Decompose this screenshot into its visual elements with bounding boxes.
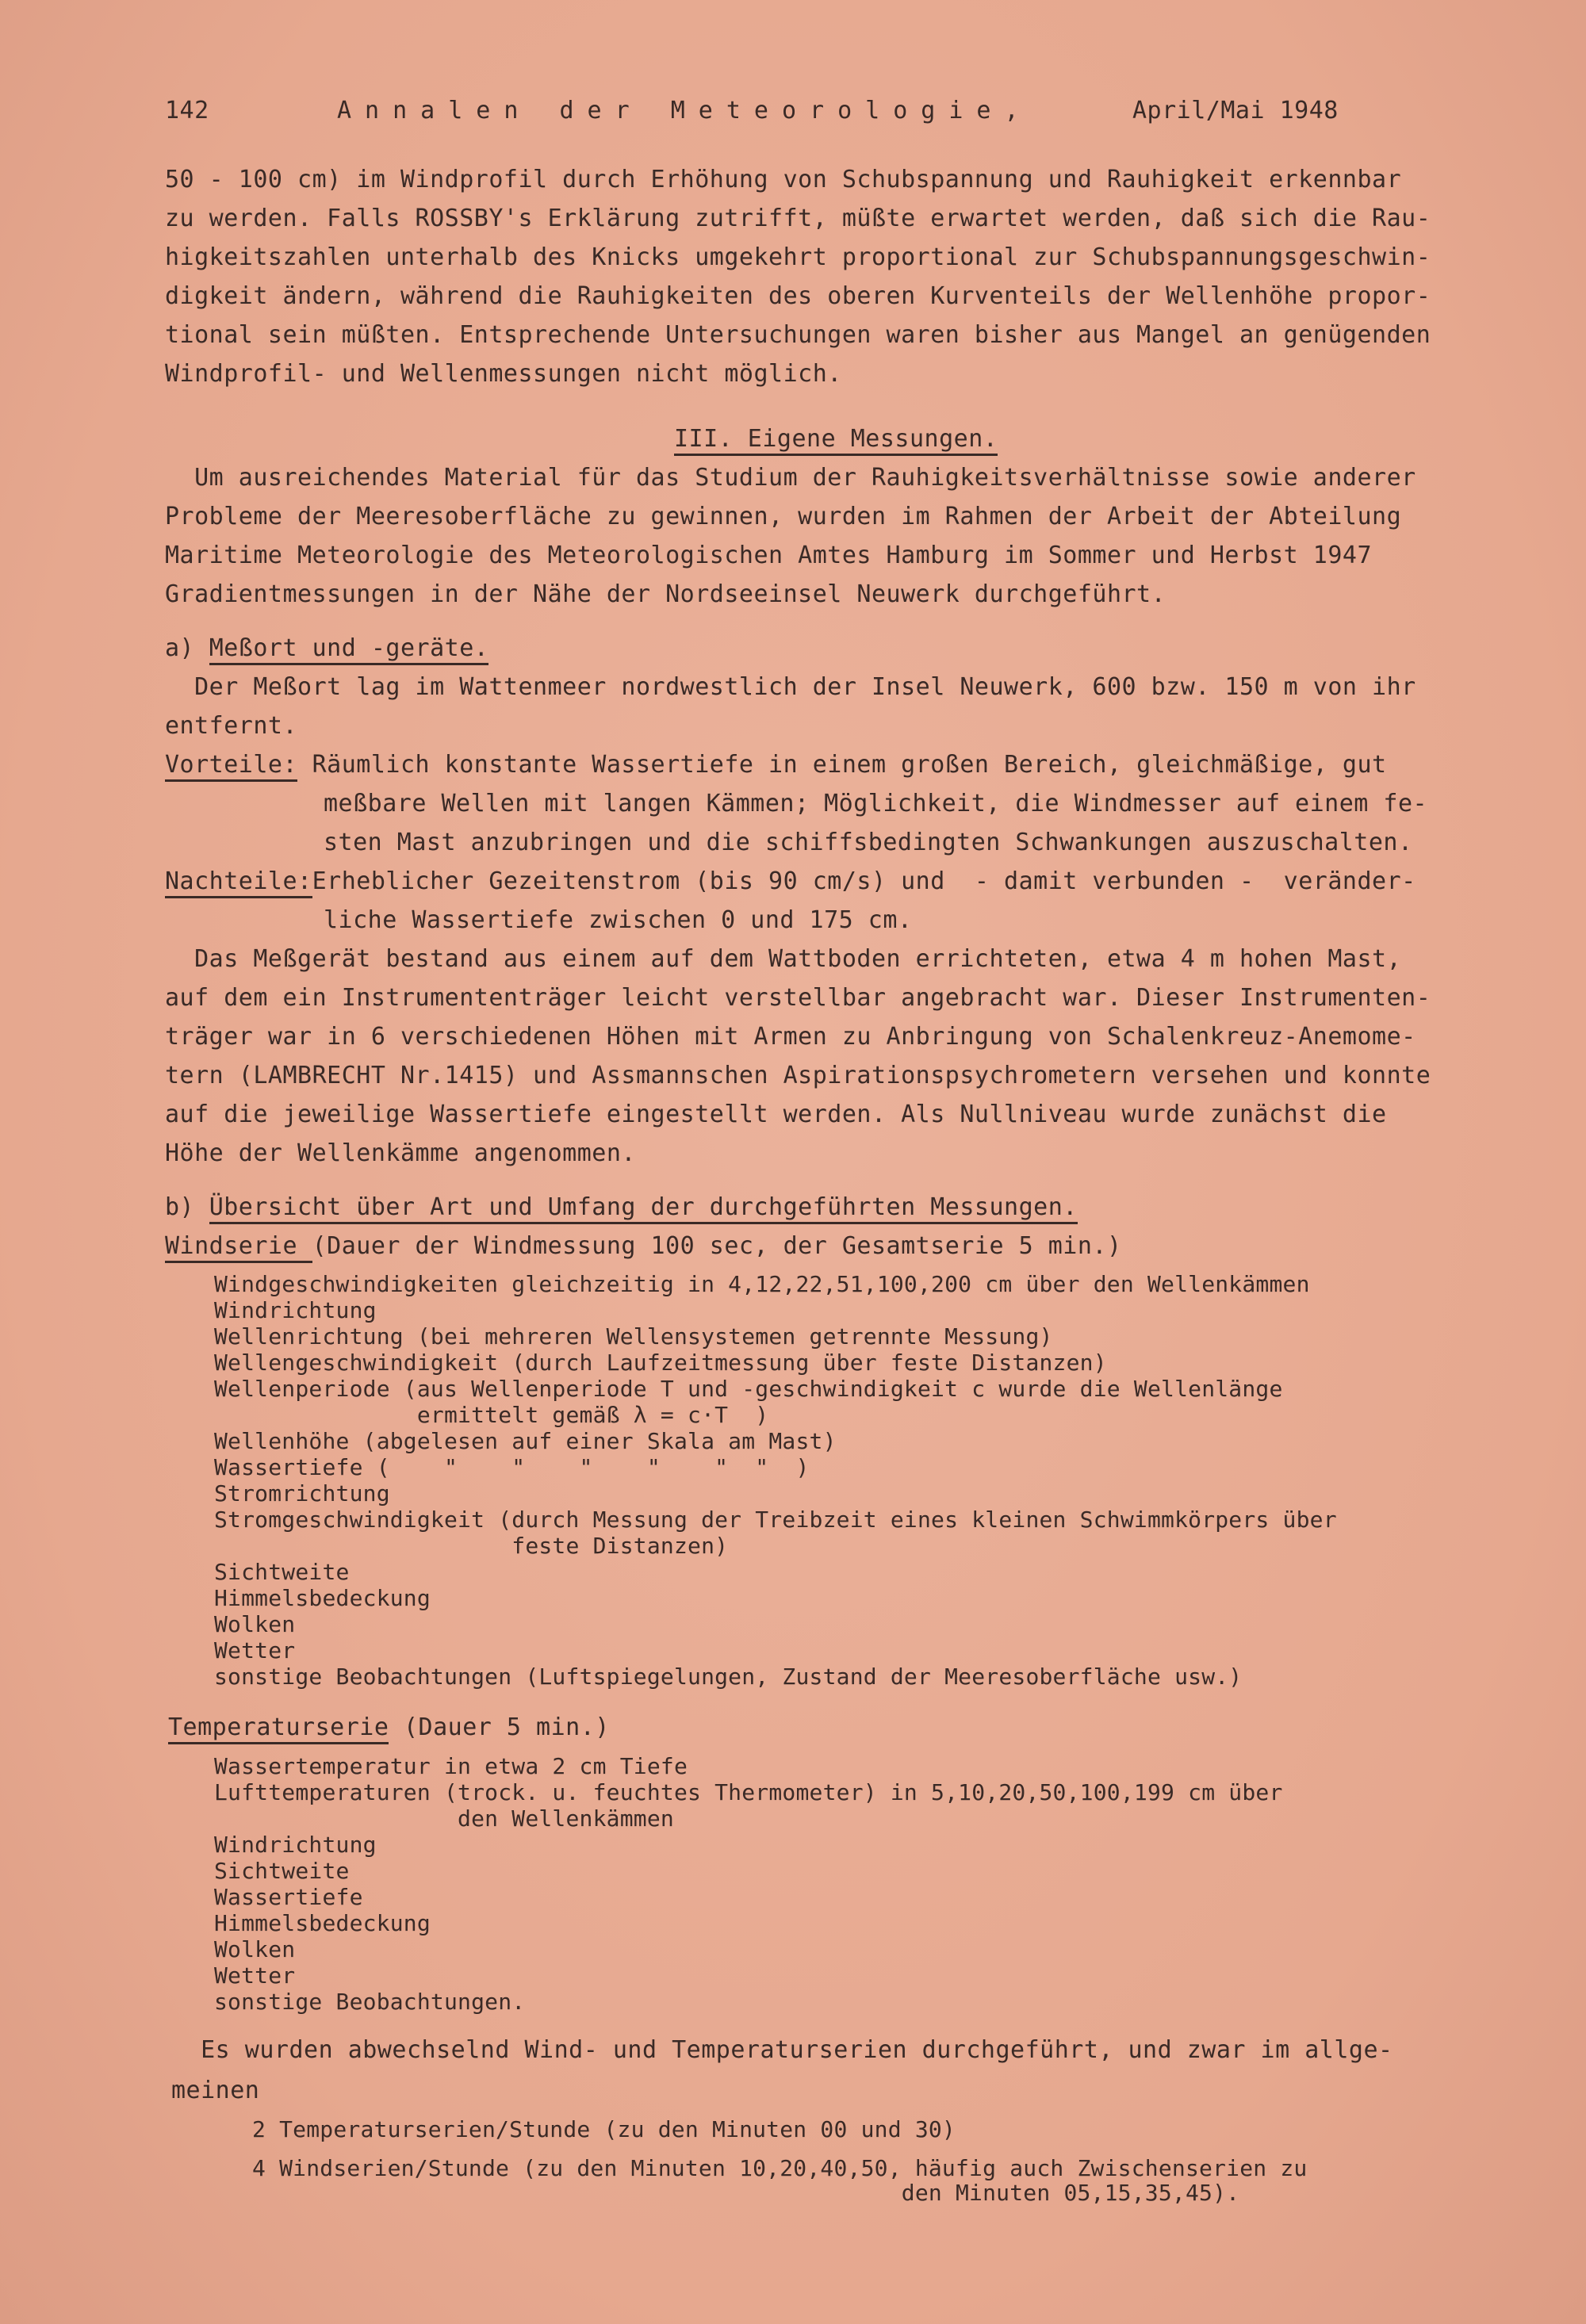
section3-line: Probleme der Meeresoberfläche zu gewinnen, wurden im Rahmen der Arbeit der Abteilung <box>165 503 1402 530</box>
device-line: auf dem ein Instrumententräger leicht verstellbar angebracht war. Dieser Instrumenten- <box>165 984 1431 1012</box>
temp-item: Wolken <box>214 1936 296 1962</box>
section3-line: Um ausreichendes Material für das Studium der Rauhigkeitsverhältnisse sowie anderer <box>165 464 1416 492</box>
schedule-item: 4 Windserien/Stunde (zu den Minuten 10,20,40,50, häufig auch Zwischenserien zu <box>252 2155 1308 2181</box>
wind-item: Wellengeschwindigkeit (durch Laufzeitmessung über feste Distanzen) <box>214 1350 1107 1376</box>
windserie-heading: Windserie (Dauer der Windmessung 100 sec, der Gesamtserie 5 min.) <box>165 1232 1122 1261</box>
intro-line: tional sein müßten. Entsprechende Untersuchungen waren bisher aus Mangel an genügenden <box>165 321 1431 349</box>
closing-line: Es wurden abwechselnd Wind- und Temperaturserien durchgeführt, und zwar im allge- <box>171 2036 1393 2064</box>
temp-item: Wassertiefe <box>214 1884 363 1910</box>
section3-line: Maritime Meteorologie des Meteorologischen Amtes Hamburg im Sommer und Herbst 1947 <box>165 542 1373 569</box>
part-a-line: Der Meßort lag im Wattenmeer nordwestlich der Insel Neuwerk, 600 bzw. 150 m von ihr <box>165 673 1416 701</box>
subsection-b-heading: b) Übersicht über Art und Umfang der durchgeführten Messungen. <box>165 1193 1078 1222</box>
subsection-a-heading: a) Meßort und -geräte. <box>165 634 488 663</box>
page-number: 142 <box>165 97 209 124</box>
device-line: tern (LAMBRECHT Nr.1415) und Assmannschen Aspirationspsychrometern versehen und konnte <box>165 1062 1431 1089</box>
vorteile-line: meßbare Wellen mit langen Kämmen; Möglichkeit, die Windmesser auf einem fe- <box>324 790 1428 817</box>
temp-item: Wetter <box>214 1962 296 1989</box>
vorteile-label: Vorteile: <box>165 751 297 782</box>
schedule-item: 2 Temperaturserien/Stunde (zu den Minuten 00 und 30) <box>252 2116 956 2142</box>
wind-item: ermittelt gemäß λ = c·T ) <box>214 1402 769 1428</box>
wind-item: sonstige Beobachtungen (Luftspiegelungen, Zustand der Meeresoberfläche usw.) <box>214 1664 1243 1690</box>
temp-item: Windrichtung <box>214 1832 377 1858</box>
wind-item: Wellenperiode (aus Wellenperiode T und -geschwindigkeit c wurde die Wellenlänge <box>214 1376 1283 1402</box>
closing-line: meinen <box>171 2077 260 2104</box>
intro-line: Windprofil- und Wellenmessungen nicht möglich. <box>165 360 842 388</box>
wind-item: feste Distanzen) <box>214 1533 729 1559</box>
section-heading: III. Eigene Messungen. <box>674 425 998 454</box>
temp-item: sonstige Beobachtungen. <box>214 1989 526 2015</box>
temp-item: den Wellenkämmen <box>214 1805 674 1832</box>
journal-title: Annalen der Meteorologie, <box>337 97 1032 124</box>
temp-item: Lufttemperaturen (trock. u. feuchtes Thermometer) in 5,10,20,50,100,199 cm über <box>214 1779 1283 1805</box>
schedule-item: den Minuten 05,15,35,45). <box>252 2180 1240 2206</box>
nachteile-entry: Nachteile:Erheblicher Gezeitenstrom (bis 90 cm/s) und - damit verbunden - veränder- <box>165 867 1416 896</box>
wind-item: Windrichtung <box>214 1297 377 1323</box>
wind-item: Sichtweite <box>214 1559 350 1585</box>
wind-item: Windgeschwindigkeiten gleichzeitig in 4,12,22,51,100,200 cm über den Wellenkämmen <box>214 1271 1310 1297</box>
wind-item: Wetter <box>214 1637 296 1664</box>
temperaturserie-heading: Temperaturserie (Dauer 5 min.) <box>168 1713 610 1742</box>
vorteile-entry: Vorteile: Räumlich konstante Wassertiefe in einem großen Bereich, gleichmäßige, gut <box>165 751 1387 779</box>
nachteile-line: liche Wassertiefe zwischen 0 und 175 cm. <box>324 906 913 934</box>
windserie-label: Windserie <box>165 1232 312 1263</box>
wind-item: Stromgeschwindigkeit (durch Messung der Treibzeit eines kleinen Schwimmkörpers über <box>214 1507 1337 1533</box>
wind-item: Stromrichtung <box>214 1480 390 1507</box>
temperaturserie-label: Temperaturserie <box>168 1713 389 1744</box>
temp-item: Himmelsbedeckung <box>214 1910 431 1936</box>
intro-line: higkeitszahlen unterhalb des Knicks umgekehrt proportional zur Schubspannungsgeschwin- <box>165 243 1431 271</box>
wind-item: Himmelsbedeckung <box>214 1585 431 1611</box>
part-a-line: entfernt. <box>165 712 298 740</box>
temp-item: Wassertemperatur in etwa 2 cm Tiefe <box>214 1753 688 1779</box>
device-line: auf die jeweilige Wassertiefe eingestellt werden. Als Nullniveau wurde zunächst die <box>165 1101 1387 1128</box>
intro-line: 50 - 100 cm) im Windprofil durch Erhöhung von Schubspannung und Rauhigkeit erkennbar <box>165 166 1402 193</box>
intro-line: digkeit ändern, während die Rauhigkeiten des oberen Kurventeils der Wellenhöhe propor- <box>165 282 1431 310</box>
vorteile-line: sten Mast anzubringen und die schiffsbedingten Schwankungen auszuschalten. <box>324 829 1413 856</box>
section3-line: Gradientmessungen in der Nähe der Nordseeinsel Neuwerk durchgeführt. <box>165 580 1167 608</box>
wind-item: Wolken <box>214 1611 296 1637</box>
nachteile-label: Nachteile: <box>165 867 312 898</box>
device-line: Das Meßgerät bestand aus einem auf dem Wattboden errichteten, etwa 4 m hohen Mast, <box>165 945 1402 973</box>
intro-line: zu werden. Falls ROSSBY's Erklärung zutrifft, müßte erwartet werden, daß sich die Rau- <box>165 205 1431 232</box>
temp-item: Sichtweite <box>214 1858 350 1884</box>
issue-date: April/Mai 1948 <box>1132 97 1339 124</box>
wind-item: Wassertiefe ( " " " " " " ) <box>214 1454 810 1480</box>
wind-item: Wellenhöhe (abgelesen auf einer Skala am Mast) <box>214 1428 837 1454</box>
device-line: Höhe der Wellenkämme angenommen. <box>165 1139 636 1167</box>
device-line: träger war in 6 verschiedenen Höhen mit Armen zu Anbringung von Schalenkreuz-Anemome- <box>165 1023 1416 1051</box>
wind-item: Wellenrichtung (bei mehreren Wellensystemen getrennte Messung) <box>214 1323 1053 1350</box>
